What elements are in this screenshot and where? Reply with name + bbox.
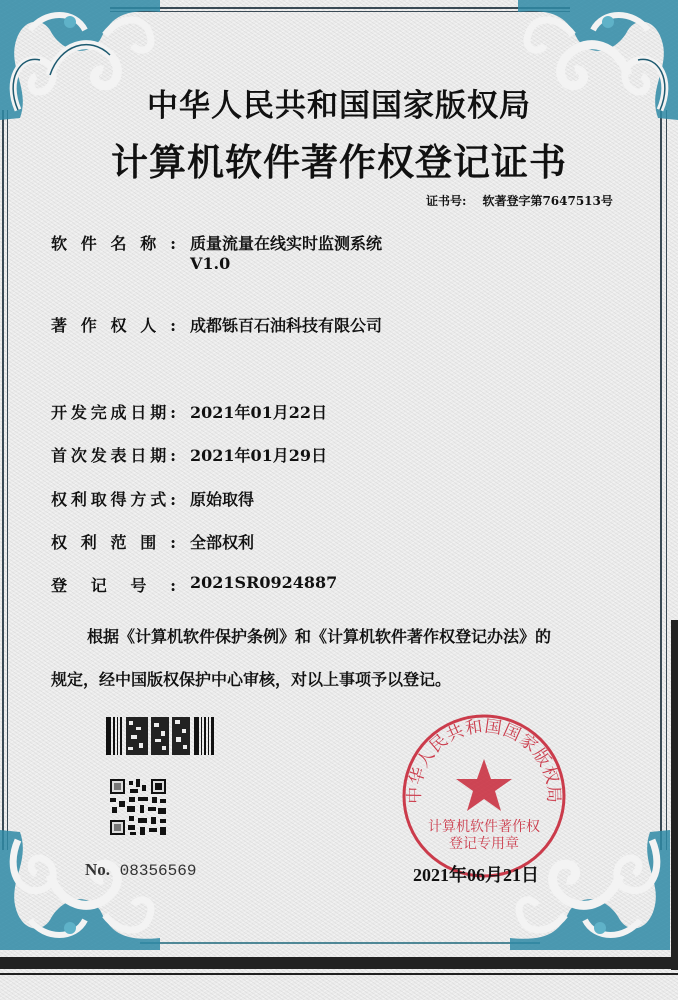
- field-first-publication-date: [51, 443, 328, 466]
- field-copyright-owner: [51, 313, 383, 336]
- field-value: 成都铄百石油科技有限公司: [190, 316, 383, 335]
- frame-right-inner: [660, 110, 662, 850]
- certificate-number-value: 软著登字第7647513号: [482, 194, 613, 208]
- certificate-title: 计算机软件著作权登记证书: [111, 140, 567, 184]
- certificate-number-label: 证书号:: [426, 194, 467, 208]
- corner-ornament-bottom-left-icon: [0, 830, 160, 950]
- frame-left-outer: [2, 110, 4, 850]
- field-label: 首次发表日期:: [51, 446, 176, 465]
- field-value: 2021年01月22日: [190, 403, 328, 422]
- frame-right-outer: [666, 110, 667, 850]
- seal-arc-text: 中华人民共和国国家版权局: [404, 716, 564, 805]
- official-seal-icon: [400, 712, 568, 880]
- field-label: 权利范围:: [51, 533, 176, 552]
- serial-number: 08356569: [119, 862, 197, 880]
- software-name-value: 质量流量在线实时监测系统: [190, 234, 383, 253]
- field-label: 登记号:: [51, 576, 176, 595]
- field-value: 2021SR0924887: [190, 573, 338, 592]
- software-version-value: V1.0: [190, 254, 231, 273]
- certificate-number: [426, 192, 613, 209]
- frame-top-inner: [110, 11, 570, 12]
- field-value: 原始取得: [190, 490, 255, 509]
- certificate-serial-number: [85, 860, 196, 880]
- greek-key-underline: [0, 973, 678, 975]
- issuer-title: 中华人民共和国国家版权局: [147, 88, 531, 124]
- serial-prefix: No.: [85, 860, 111, 879]
- field-label: 权利取得方式:: [51, 490, 176, 509]
- field-acquisition-method: [51, 487, 255, 510]
- pdf417-barcode-icon: [106, 717, 216, 755]
- seal-inner-line-1: 计算机软件著作权: [428, 819, 540, 835]
- field-value: 全部权利: [190, 533, 255, 552]
- frame-top-outer: [110, 7, 570, 9]
- greek-key-border-bottom: [0, 957, 678, 971]
- issue-date: 2021年06月21日: [413, 865, 539, 885]
- field-rights-scope: [51, 530, 255, 553]
- field-registration-number: [51, 573, 338, 596]
- field-value: 2021年01月29日: [190, 446, 328, 465]
- frame-left-inner: [7, 110, 8, 850]
- seal-inner-line-2: 登记专用章: [449, 836, 519, 852]
- field-label: 软件名称:: [51, 234, 176, 253]
- field-development-date: [51, 400, 328, 423]
- frame-bottom: [140, 942, 540, 944]
- field-label: 著作权人:: [51, 316, 176, 335]
- statement-line-2: 规定，经中国版权保护中心审核，对以上事项予以登记。: [51, 670, 452, 689]
- field-software-name: [51, 231, 383, 273]
- qr-code-icon: [110, 779, 166, 835]
- field-value: [190, 231, 382, 273]
- field-label: 开发完成日期:: [51, 403, 176, 422]
- statement-line-1: 根据《计算机软件保护条例》和《计算机软件著作权登记办法》的: [87, 627, 552, 646]
- greek-key-border-right: [671, 620, 678, 970]
